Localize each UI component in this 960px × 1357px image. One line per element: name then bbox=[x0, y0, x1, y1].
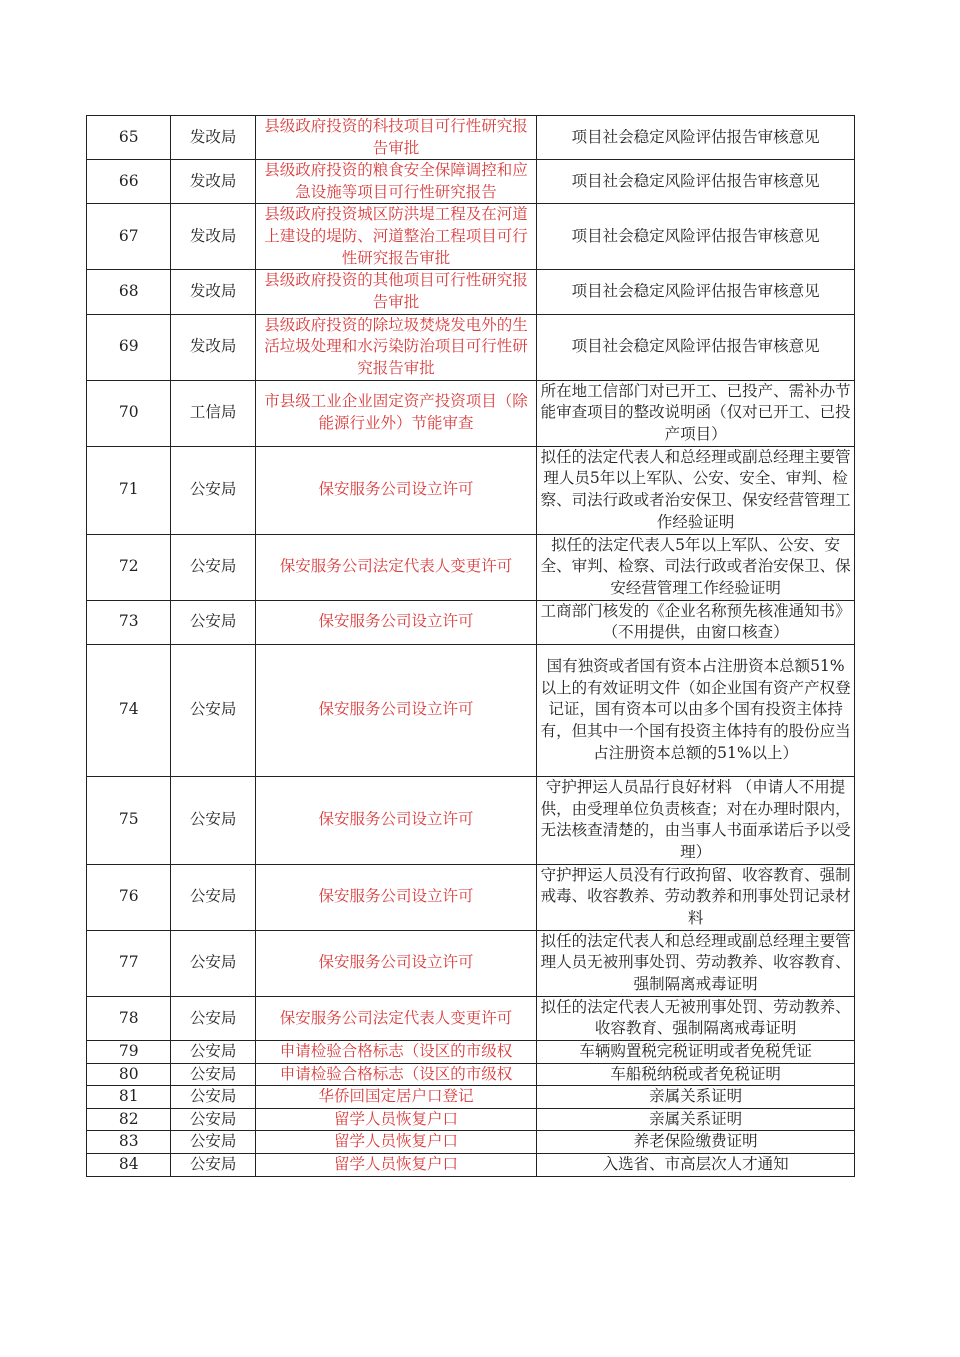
table-row bbox=[87, 116, 855, 160]
document-table bbox=[86, 115, 855, 1177]
table-row bbox=[87, 1153, 855, 1176]
row-number: 81 bbox=[87, 1086, 171, 1109]
department: 公安局 bbox=[171, 996, 255, 1040]
approval-item: 留学人员恢复户口 bbox=[255, 1108, 536, 1131]
row-number: 65 bbox=[87, 116, 171, 160]
table-row bbox=[87, 1040, 855, 1063]
table-row bbox=[87, 314, 855, 380]
department: 公安局 bbox=[171, 446, 255, 534]
approval-item: 保安服务公司设立许可 bbox=[255, 600, 536, 644]
required-material: 项目社会稳定风险评估报告审核意见 bbox=[537, 204, 855, 270]
required-material: 拟任的法定代表人5年以上军队、公安、安全、审判、检察、司法行政或者治安保卫、保安经营管理工作经验证明 bbox=[537, 534, 855, 600]
approval-item: 县级政府投资的除垃圾焚烧发电外的生活垃圾处理和水污染防治项目可行性研究报告审批 bbox=[255, 314, 536, 380]
row-number: 77 bbox=[87, 930, 171, 996]
approval-item: 市县级工业企业固定资产投资项目（除能源行业外）节能审查 bbox=[255, 380, 536, 446]
approval-item: 保安服务公司设立许可 bbox=[255, 864, 536, 930]
table-row bbox=[87, 776, 855, 864]
department: 公安局 bbox=[171, 1063, 255, 1086]
approval-item: 县级政府投资的其他项目可行性研究报告审批 bbox=[255, 270, 536, 314]
department: 公安局 bbox=[171, 534, 255, 600]
row-number: 79 bbox=[87, 1040, 171, 1063]
approval-item: 保安服务公司法定代表人变更许可 bbox=[255, 534, 536, 600]
row-number: 78 bbox=[87, 996, 171, 1040]
department: 工信局 bbox=[171, 380, 255, 446]
department: 公安局 bbox=[171, 1086, 255, 1109]
required-material: 项目社会稳定风险评估报告审核意见 bbox=[537, 160, 855, 204]
row-number: 68 bbox=[87, 270, 171, 314]
table-row bbox=[87, 446, 855, 534]
required-material: 守护押运人员没有行政拘留、收容教育、强制戒毒、收容教养、劳动教养和刑事处罚记录材料 bbox=[537, 864, 855, 930]
required-material: 车辆购置税完税证明或者免税凭证 bbox=[537, 1040, 855, 1063]
required-material: 所在地工信部门对已开工、已投产、需补办节能审查项目的整改说明函（仅对已开工、已投产项目） bbox=[537, 380, 855, 446]
approval-item: 申请检验合格标志（设区的市级权 bbox=[255, 1063, 536, 1086]
department: 发改局 bbox=[171, 270, 255, 314]
table-row bbox=[87, 644, 855, 776]
row-number: 70 bbox=[87, 380, 171, 446]
department: 发改局 bbox=[171, 204, 255, 270]
department: 公安局 bbox=[171, 1153, 255, 1176]
department: 发改局 bbox=[171, 314, 255, 380]
approval-item: 保安服务公司设立许可 bbox=[255, 930, 536, 996]
row-number: 69 bbox=[87, 314, 171, 380]
table-row bbox=[87, 1108, 855, 1131]
required-material: 项目社会稳定风险评估报告审核意见 bbox=[537, 314, 855, 380]
row-number: 83 bbox=[87, 1131, 171, 1154]
row-number: 73 bbox=[87, 600, 171, 644]
row-number: 66 bbox=[87, 160, 171, 204]
row-number: 84 bbox=[87, 1153, 171, 1176]
table-row bbox=[87, 600, 855, 644]
table-row bbox=[87, 1063, 855, 1086]
required-material: 国有独资或者国有资本占注册资本总额51%以上的有效证明文件（如企业国有资产产权登记证，国有资本可以由多个国有投资主体持有，但其中一个国有投资主体持有的股份应当占注册资本总额的51%以上） bbox=[537, 644, 855, 776]
approval-item: 留学人员恢复户口 bbox=[255, 1153, 536, 1176]
table-row bbox=[87, 930, 855, 996]
department: 公安局 bbox=[171, 864, 255, 930]
department: 公安局 bbox=[171, 930, 255, 996]
required-material: 拟任的法定代表人和总经理或副总经理主要管理人员无被刑事处罚、劳动教养、收容教育、强制隔离戒毒证明 bbox=[537, 930, 855, 996]
table-row bbox=[87, 160, 855, 204]
approval-item: 县级政府投资的科技项目可行性研究报告审批 bbox=[255, 116, 536, 160]
required-material: 亲属关系证明 bbox=[537, 1086, 855, 1109]
table-row bbox=[87, 1131, 855, 1154]
department: 公安局 bbox=[171, 600, 255, 644]
row-number: 74 bbox=[87, 644, 171, 776]
approval-item: 留学人员恢复户口 bbox=[255, 1131, 536, 1154]
required-material: 守护押运人员品行良好材料 （申请人不用提供，由受理单位负责核查；对在办理时限内，无法核查清楚的，由当事人书面承诺后予以受理） bbox=[537, 776, 855, 864]
department: 公安局 bbox=[171, 1040, 255, 1063]
table-row bbox=[87, 534, 855, 600]
department: 公安局 bbox=[171, 644, 255, 776]
required-material: 亲属关系证明 bbox=[537, 1108, 855, 1131]
department: 公安局 bbox=[171, 1108, 255, 1131]
approval-item: 县级政府投资城区防洪堤工程及在河道上建设的堤防、河道整治工程项目可行性研究报告审批 bbox=[255, 204, 536, 270]
department: 公安局 bbox=[171, 1131, 255, 1154]
required-material: 项目社会稳定风险评估报告审核意见 bbox=[537, 270, 855, 314]
department: 发改局 bbox=[171, 160, 255, 204]
required-material: 拟任的法定代表人无被刑事处罚、劳动教养、收容教育、强制隔离戒毒证明 bbox=[537, 996, 855, 1040]
row-number: 71 bbox=[87, 446, 171, 534]
approval-item: 保安服务公司设立许可 bbox=[255, 446, 536, 534]
table-row bbox=[87, 1086, 855, 1109]
table-row bbox=[87, 204, 855, 270]
approval-item: 保安服务公司法定代表人变更许可 bbox=[255, 996, 536, 1040]
row-number: 82 bbox=[87, 1108, 171, 1131]
approval-item: 保安服务公司设立许可 bbox=[255, 776, 536, 864]
required-material: 车船税纳税或者免税证明 bbox=[537, 1063, 855, 1086]
approval-item: 县级政府投资的粮食安全保障调控和应急设施等项目可行性研究报告 bbox=[255, 160, 536, 204]
required-material: 拟任的法定代表人和总经理或副总经理主要管理人员5年以上军队、公安、安全、审判、检察、司法行政或者治安保卫、保安经营管理工作经验证明 bbox=[537, 446, 855, 534]
row-number: 75 bbox=[87, 776, 171, 864]
department: 发改局 bbox=[171, 116, 255, 160]
approval-item: 保安服务公司设立许可 bbox=[255, 644, 536, 776]
row-number: 67 bbox=[87, 204, 171, 270]
required-material: 养老保险缴费证明 bbox=[537, 1131, 855, 1154]
table-row bbox=[87, 270, 855, 314]
approval-item: 华侨回国定居户口登记 bbox=[255, 1086, 536, 1109]
required-material: 入选省、市高层次人才通知 bbox=[537, 1153, 855, 1176]
table-row bbox=[87, 996, 855, 1040]
row-number: 72 bbox=[87, 534, 171, 600]
table-row bbox=[87, 380, 855, 446]
row-number: 80 bbox=[87, 1063, 171, 1086]
approval-item: 申请检验合格标志（设区的市级权 bbox=[255, 1040, 536, 1063]
required-material: 项目社会稳定风险评估报告审核意见 bbox=[537, 116, 855, 160]
department: 公安局 bbox=[171, 776, 255, 864]
table-row bbox=[87, 864, 855, 930]
row-number: 76 bbox=[87, 864, 171, 930]
required-material: 工商部门核发的《企业名称预先核准通知书》（不用提供，由窗口核查） bbox=[537, 600, 855, 644]
